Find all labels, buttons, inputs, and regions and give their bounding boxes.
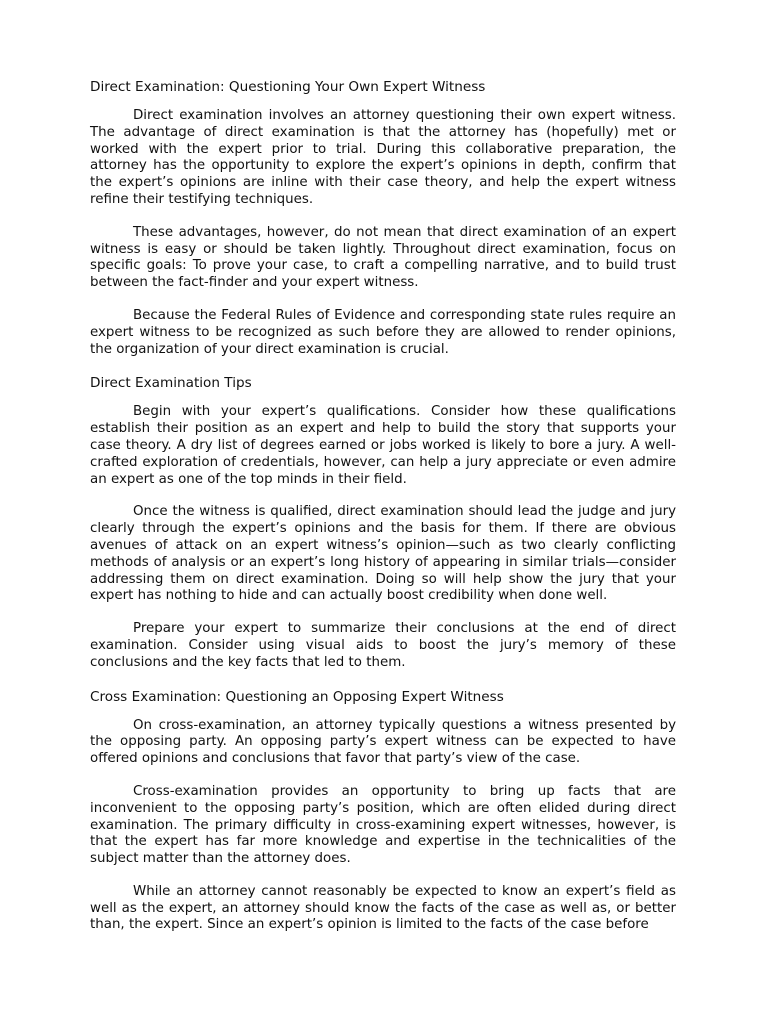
section-cross-examination [90,688,676,935]
paragraph: Cross-examination provides an opportunity to bring up facts that are inconvenient to the opposing party’s position, which are often elided during direct examination. The primary difficulty in cross-examining expert witnesses, however, is that the expert has far more knowledge and expertise in the technicalities of the subject matter than the attorney does. [90,783,676,867]
paragraph: On cross-examination, an attorney typically questions a witness presented by the opposing party. An opposing party’s expert witness can be expected to have offered opinions and conclusions that favor that party’s view of the case. [90,717,676,767]
section-direct-examination [90,78,676,358]
section-heading: Direct Examination Tips [90,375,252,392]
paragraph: Begin with your expert’s qualifications. Consider how these qualifications establish their position as an expert and help to build the story that supports your case theory. A dry list of degrees earned or jobs worked is likely to bore a jury. A well-crafted exploration of credentials, however, can help a jury appreciate or even admire an expert as one of the top minds in their field. [90,404,676,487]
section-heading: Direct Examination: Questioning Your Own Expert Witness [90,79,486,95]
paragraph: Direct examination involves an attorney questioning their own expert witness. The advantage of direct examination is that the attorney has (hopefully) met or worked with the expert prior to trial. During this collaborative preparation, the attorney has the opportunity to explore the expert’s opinions in depth, confirm that the expert’s opinions are inline with their case theory, and help the expert witness refine their testifying techniques. [90,108,676,207]
paragraph: While an attorney cannot reasonably be expected to know an expert’s field as well as the expert, an attorney should know the facts of the case as well as, or better than, the expert. Since an expert’s opinion is limited to the facts of the case before [90,883,676,933]
document-page [90,78,676,948]
paragraph: These advantages, however, do not mean that direct examination of an expert witness is easy or should be taken lightly. Throughout direct examination, focus on specific goals: To prove your case, to craft a compelling narrative, and to build trust between the fact-finder and your expert witness. [90,224,676,291]
paragraph: Because the Federal Rules of Evidence and corresponding state rules require an expert witness to be recognized as such before they are allowed to render opinions, the organization of your direct examination is crucial. [90,307,676,357]
paragraph: Prepare your expert to summarize their conclusions at the end of direct examination. Consider using visual aids to boost the jury’s memory of these conclusions and the key facts that led to them. [90,621,676,670]
section-direct-examination-tips [90,374,676,671]
section-heading: Cross Examination: Questioning an Opposing Expert Witness [90,688,504,705]
paragraph: Once the witness is qualified, direct examination should lead the judge and jury clearly through the expert’s opinions and the basis for them. If there are obvious avenues of attack on an expert witness’s opinion—such as two clearly conflicting methods of analysis or an expert’s long history of appearing in similar trials—consider addressing them on direct examination. Doing so will help show the jury that your expert has nothing to hide and can actually boost credibility when done well. [90,504,676,604]
